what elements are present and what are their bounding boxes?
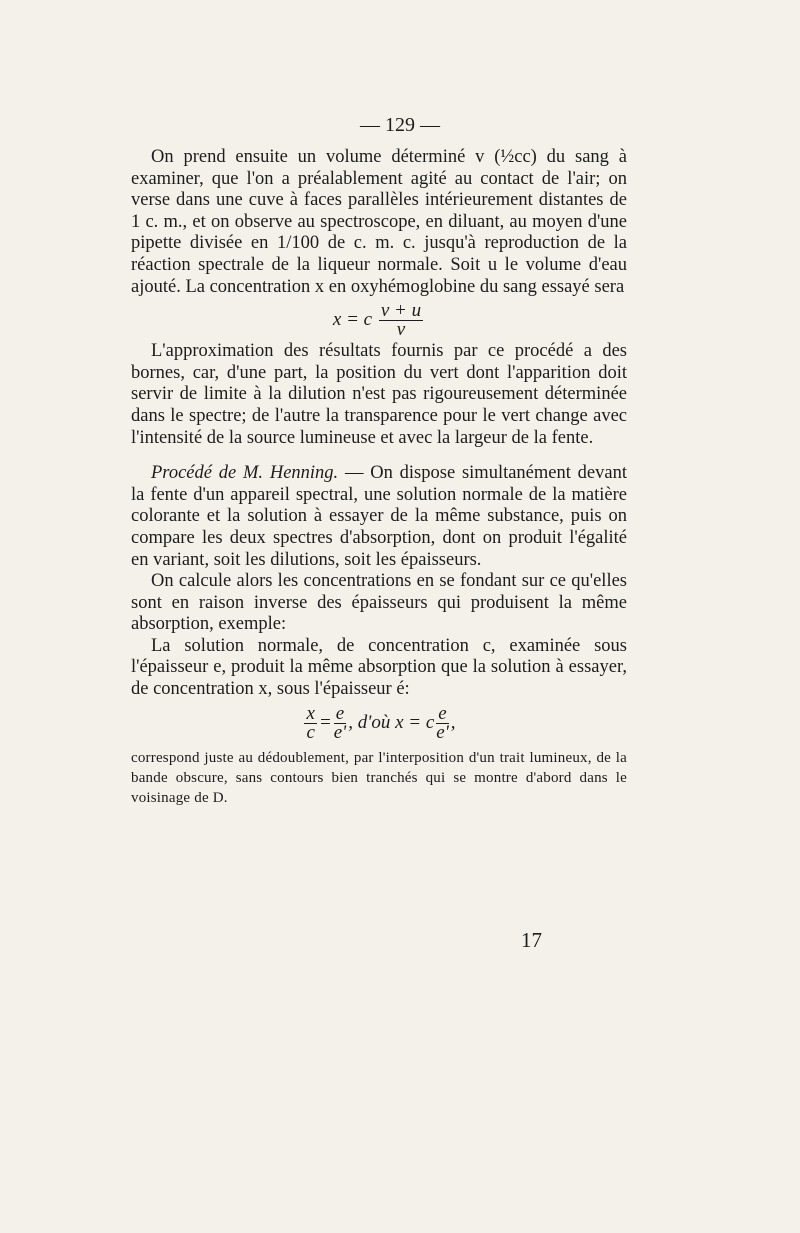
formula-2-end: , <box>450 711 456 733</box>
formula-2-fraction-c <box>436 702 449 743</box>
formula-2-mid: , d'où x = c <box>348 711 435 733</box>
paragraph-3-text: — On dispose simultanément devant la fente d'un appareil spectral, une solution normale de la matière colorante et la solution à essayer de la même substance, puis on compare les deux spectres d'absorption, dont on produit l'égalité en variant, soit les dilutions, soit les épaisseurs. <box>131 463 627 570</box>
page-number: — 129 — <box>360 114 440 136</box>
fraction-b-den: e' <box>333 721 347 743</box>
fraction-b-num: e <box>334 705 347 724</box>
paragraph-2: L'approximation des résultats fournis par ce procédé a des bornes, car, d'une part, la position du vert dont l'apparition doit servir de limite à la dilution n'est pas rigoureusement déterminée dans le spectre; de l'autre la transparence pour le vert change avec l'intensité de la source lumineuse et avec la largeur de la fente. <box>131 341 627 448</box>
fraction-c-den: e' <box>436 721 449 743</box>
formula-1 <box>131 302 627 339</box>
formula-2-fraction-a <box>304 702 316 743</box>
formula-2-fraction-b <box>333 702 347 743</box>
formula-1-fraction <box>379 302 423 339</box>
main-text <box>131 147 627 808</box>
formula-2: $\frac{x}{c}$ = $\frac{e}{e'}$ , d'où x = c $\frac{e}{e'}$ , <box>306 702 456 743</box>
paragraph-5: La solution normale, de concentration c, examinée sous l'épaisseur e, produit la même absorption que la solution à essayer, de concentration x, sous l'épaisseur é: <box>131 635 627 700</box>
paragraph-1: On prend ensuite un volume déterminé v (½cc) du sang à examiner, que l'on a préalablement agité au contact de l'air; on verse dans une cuve à faces parallèles intérieurement distantes de 1 c. m., et on observe au spectroscope, en diluant, au moyen d'une pipette divisée en 1/100 de c. m. c. jusqu'à reproduction de la réaction spectrale de la liqueur normale. Soit u le volume d'eau ajouté. La concentration x en oxyhémoglobine du sang essayé sera <box>131 147 627 297</box>
paragraph-3 <box>131 463 627 571</box>
section-title: Procédé de M. Henning. <box>151 463 339 484</box>
formula-1-denominator: v <box>396 319 406 341</box>
fraction-c-num: e <box>436 705 449 724</box>
formula-1-lhs: x = c <box>332 309 373 331</box>
fraction-a-num: x <box>306 702 315 724</box>
formula-1-numerator: v + u <box>380 300 422 322</box>
paragraph-4: On calcule alors les concentrations en se fondant sur ce qu'elles sont en raison inverse des épaisseurs qui produisent la même absorption, exemple: <box>131 571 627 635</box>
signature-mark: 17 <box>521 928 542 952</box>
fraction-a-den: c <box>306 721 315 743</box>
footnote: correspond juste au dédoublement, par l'interposition d'un trait lumineux, de la bande obscure, sans contours bien tranchés qui se montre d'abord dans le voisinage de D. <box>131 749 627 806</box>
